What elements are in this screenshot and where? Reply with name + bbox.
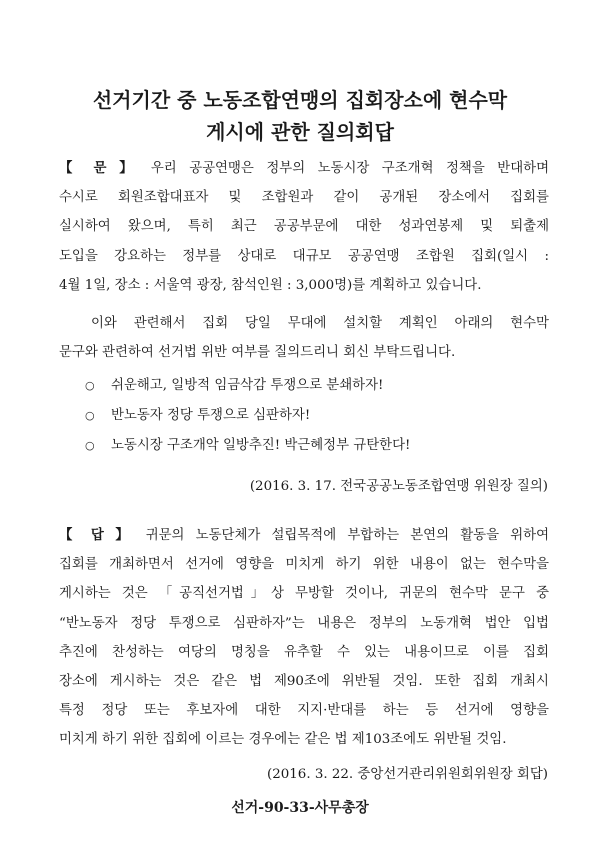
question-p2-line-2: 문구와 관련하여 선거법 위반 여부를 질의드리니 회신 부탁드립니다. [59,345,456,361]
document-title-line2: 게시에 관한 질의회답 [206,120,394,144]
question-line-2: 수시로 회원조합대표자 및 조합원과 같이 공개된 장소에서 집회를 [59,190,549,206]
question-p2-line-1: 이와 관련해서 집회 당일 무대에 설치할 계획인 아래의 현수막 [91,316,549,331]
question-paragraph-2 [59,309,549,367]
circle-bullet-icon: ○ [85,379,95,392]
question-line-5: 4월 1일, 장소 : 서울역 광장, 참석인원 : 3,000명)를 계획하고 있습니다. [59,277,482,293]
answer-line-5: 추진에 찬성하는 여당의 명칭을 유추할 수 있는 내용이므로 이를 집회 [59,644,549,660]
circle-bullet-icon: ○ [85,439,95,452]
banner-phrases-list [85,371,555,461]
question-paragraph [59,154,549,300]
answer-line-2: 집회를 개최하면서 선거에 영향을 미치게 하기 위한 내용이 없는 현수막을 [59,557,549,573]
question-tag: 【 문 】 [59,160,141,176]
question-line-1: 【 문 】 우리 공공연맹은 정부의 노동시장 구조개혁 정책을 반대하며 [59,160,549,176]
answer-paragraph [59,521,549,755]
question-signature: (2016. 3. 17. 전국공공노동조합연맹 위원장 질의) [249,479,548,494]
circle-bullet-icon: ○ [85,409,95,422]
question-line-4: 도입을 강요하는 정부를 상대로 대규모 공공연맹 조합원 집회(일시 : [59,248,549,264]
answer-line-1: 【 답 】 귀문의 노동단체가 설립목적에 부합하는 본연의 활동을 위하여 [59,527,549,543]
list-item: ○ 쉬운해고, 일방적 임금삭감 투쟁으로 분쇄하자! [85,371,555,401]
answer-line-4: “반노동자 정당 투쟁으로 심판하자”는 내용은 정부의 노동개혁 법안 입법 [59,615,549,631]
document-title-line1: 선거기간 중 노동조합연맹의 집회장소에 현수막 [92,88,508,112]
answer-line-7: 특정 정당 또는 후보자에 대한 지지·반대를 하는 등 선거에 영향을 [59,703,549,719]
answer-tag: 【 답 】 [59,527,136,543]
answer-line-6: 장소에 게시하는 것은 같은 법 제90조에 위반될 것임. 또한 집회 개최시 [59,674,549,690]
reference-number: 선거-90-33-사무총장 [231,800,369,816]
question-line-3: 실시하여 왔으며, 특히 최근 공공부문에 대한 성과연봉제 및 퇴출제 [59,219,549,235]
list-item: ○ 반노동자 정당 투쟁으로 심판하자! [85,401,555,431]
answer-signature: (2016. 3. 22. 중앙선거관리위원회위원장 회답) [267,767,548,782]
answer-line-8: 미치게 하기 위한 집회에 이르는 경우에는 같은 법 제103조에도 위반될 것임. [59,732,507,748]
list-item: ○ 노동시장 구조개악 일방추진! 박근혜정부 규탄한다! [85,431,555,461]
answer-line-3: 게시하는 것은 「공직선거법」상 무방할 것이나, 귀문의 현수막 문구 중 [59,586,549,602]
